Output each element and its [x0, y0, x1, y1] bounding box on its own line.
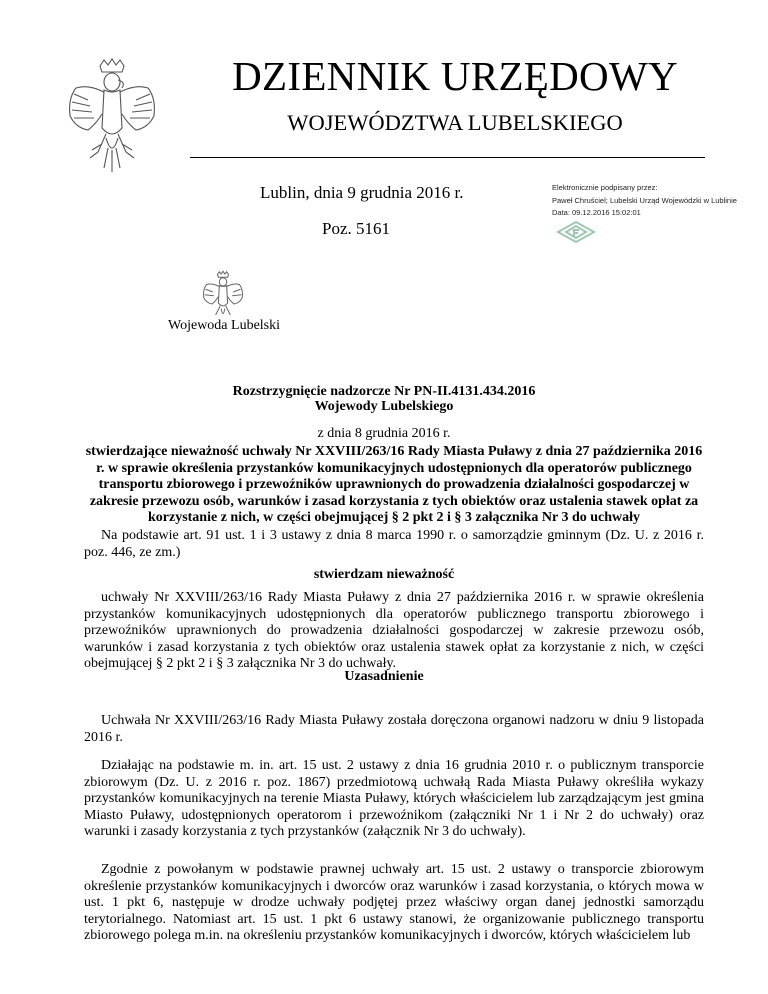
- signature-signer: Paweł Chruściel; Lubelski Urząd Wojewódzki w Lublinie: [552, 195, 737, 205]
- paragraph-2-text: Działając na podstawie m. in. art. 15 ust. 2 ustawy z dnia 16 grudnia 2010 r. o publicznym transporcie zbiorowym (Dz. U. z 2016 r. poz. 1867) przedmiotową uchwałą Rada Miasta Puławy określiła wykazy przystanków komunikacyjnych na terenie Miasta Puławy, których właścicielem lub zarządzającym jest gmina Miasto Puławy, udostępnionych operatorom i przewoźnikom (załączniki Nr 1 i Nr 2 do uchwały) oraz warunki i zasady korzystania z tych przystanków (załącznik Nr 3 do uchwały).: [84, 758, 704, 839]
- declaration-heading: stwierdzam nieważność: [313, 567, 455, 582]
- decision-title: [0, 384, 768, 414]
- header-divider: [190, 157, 705, 158]
- decision-date: z dnia 8 grudnia 2016 r.: [317, 426, 451, 441]
- decision-title-line1: Rozstrzygnięcie nadzorcze Nr PN-II.4131.434.2016: [232, 384, 536, 399]
- justification-paragraph-1: [84, 713, 704, 746]
- signature-seal-icon: [556, 220, 596, 244]
- coat-of-arms-eagle-icon: [62, 58, 162, 176]
- electronic-signature: [552, 182, 737, 220]
- signature-date: Data: 09.12.2016 15:02:01: [552, 208, 641, 217]
- declaration-paragraph: [84, 590, 704, 673]
- justification-paragraph-2: [84, 758, 704, 841]
- paragraph-1-text: Uchwała Nr XXVIII/263/16 Rady Miasta Puławy została doręczona organowi nadzoru w dniu 9 listopada 2016 r.: [84, 713, 704, 745]
- position-number: Poz. 5161: [322, 219, 390, 238]
- signature-label: Elektronicznie podpisany przez:: [552, 183, 658, 192]
- decision-subject: stwierdzające nieważność uchwały Nr XXVIII/263/16 Rady Miasta Puławy z dnia 27 października 2016 r. w sprawie określenia przystanków komunikacyjnych udostępnionych dla operatorów publicznego transportu zbiorowego i przewoźników uprawnionych do prowadzenia działalności gospodarczej w zakresie przewozu osób, warunków i zasad korzystania z tych obiektów oraz ustalenia stawek opłat za korzystanie z nich, w części obejmującej § 2 pkt 2 i § 3 załącznika Nr 3 do uchwały: [85, 444, 703, 525]
- justification-heading: Uzasadnienie: [344, 669, 424, 684]
- legal-basis-paragraph: [84, 528, 704, 561]
- issuer-name: Wojewoda Lubelski: [168, 318, 281, 333]
- publication-date: Lublin, dnia 9 grudnia 2016 r.: [260, 183, 464, 202]
- legal-basis-text: Na podstawie art. 91 ust. 1 i 3 ustawy z dnia 8 marca 1990 r. o samorządzie gminnym (Dz. U. z 2016 r. poz. 446, ze zm.): [84, 528, 704, 560]
- justification-paragraph-3: [84, 862, 704, 945]
- journal-title: DZIENNIK URZĘDOWY: [232, 53, 678, 99]
- decision-title-line2: Wojewody Lubelskiego: [314, 399, 454, 414]
- declaration-text: uchwały Nr XXVIII/263/16 Rady Miasta Puławy z dnia 27 października 2016 r. w sprawie określenia przystanków komunikacyjnych udostępnionych dla operatorów publicznego transportu zbiorowego i przewoźników uprawnionych do prowadzenia działalności gospodarczej w zakresie przewozu osób, warunków i zasad korzystania z tych obiektów oraz ustalenia stawek opłat za korzystanie z nich, w części obejmującej § 2 pkt 2 i § 3 załącznika Nr 3 do uchwały.: [84, 590, 704, 671]
- paragraph-3-text: Zgodnie z powołanym w podstawie prawnej uchwały art. 15 ust. 2 ustawy o transporcie zbiorowym określenie przystanków komunikacyjnych i dworców oraz warunków i zasad korzystania, o których mowa w ust. 1 pkt 6, następuje w drodze uchwały podjętej przez właściwy organ danej jednostki samorządu terytorialnego. Natomiast art. 15 ust. 1 pkt 6 ustawy stanowi, że organizowanie publicznego transportu zbiorowego polega m.in. na określeniu przystanków komunikacyjnych i dworców, których właścicielem lub: [84, 862, 704, 943]
- journal-subtitle: WOJEWÓDZTWA LUBELSKIEGO: [287, 110, 623, 135]
